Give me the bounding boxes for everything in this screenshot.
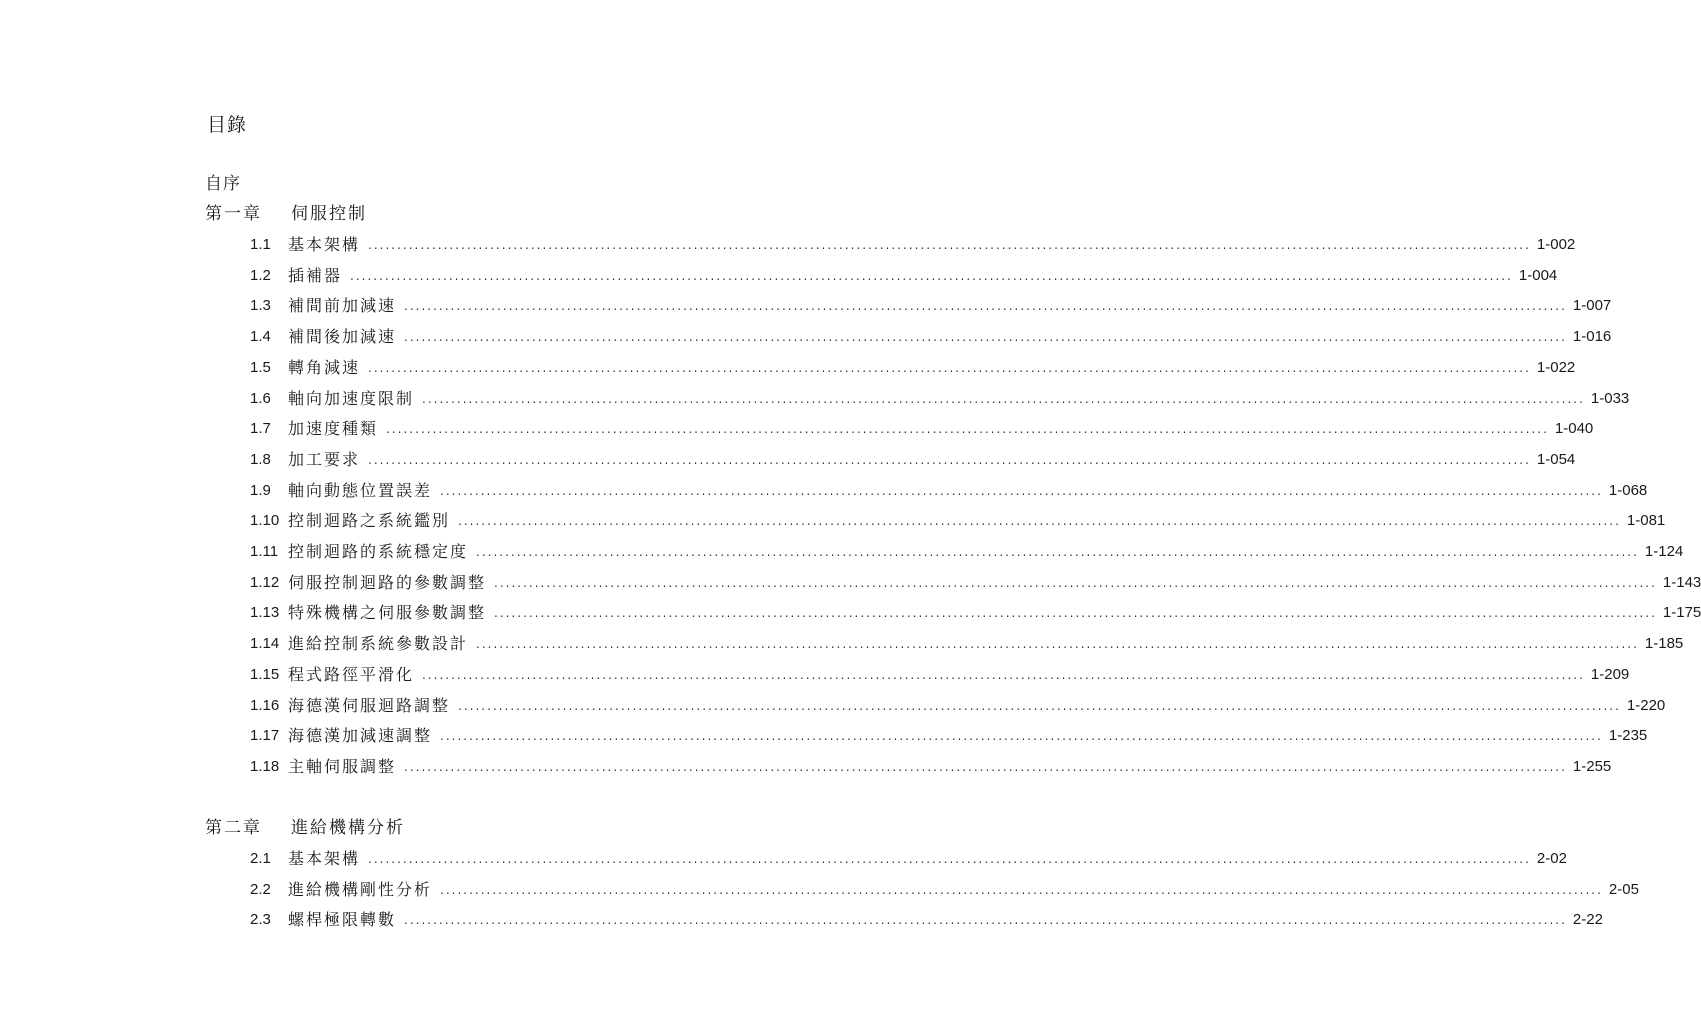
section-title: 螺桿極限轉數 <box>288 910 397 930</box>
chapter-title: 伺服控制 <box>291 204 367 224</box>
dot-leader: ........................................................................................................................................................................................................ <box>440 729 1603 744</box>
section-number: 2.1 <box>250 850 271 867</box>
dot-leader: ........................................................................................................................................................................................................ <box>494 575 1657 590</box>
page-number: 1-220 <box>1626 696 1666 714</box>
dot-leader: ........................................................................................................................................................................................................ <box>368 238 1531 252</box>
page-number: 1-002 <box>1536 236 1576 253</box>
page-number: 1-255 <box>1572 757 1612 775</box>
chapter-heading <box>205 816 405 840</box>
toc-entry[interactable] <box>250 294 1612 318</box>
page-number: 2-02 <box>1536 850 1567 867</box>
dot-leader: ........................................................................................................................................................................................................ <box>476 637 1639 652</box>
section-title: 插補器 <box>288 265 343 285</box>
dot-leader: ........................................................................................................................................................................................................ <box>386 422 1549 437</box>
page-number: 1-040 <box>1554 420 1594 438</box>
preface-heading: 自序 <box>205 174 241 194</box>
toc-entry[interactable] <box>250 878 1639 902</box>
section-title: 加速度種類 <box>288 419 379 439</box>
section-title: 控制迴路之系統鑑別 <box>288 511 451 531</box>
page-number: 1-175 <box>1662 604 1701 622</box>
section-title: 軸向動態位置誤差 <box>288 480 433 500</box>
toc-entry[interactable] <box>250 448 1576 472</box>
page-number: 1-068 <box>1608 481 1648 499</box>
page-title: 目錄 <box>207 114 248 136</box>
toc-entry[interactable] <box>250 356 1576 380</box>
page-number: 1-143 <box>1662 573 1701 591</box>
section-title: 基本架構 <box>288 849 361 868</box>
section-number: 1.3 <box>250 297 271 315</box>
dot-leader: ........................................................................................................................................................................................................ <box>440 483 1603 498</box>
section-title: 伺服控制迴路的參數調整 <box>288 572 487 592</box>
section-number: 1.6 <box>250 389 271 407</box>
section-title: 軸向加速度限制 <box>288 388 415 408</box>
toc-entry[interactable] <box>250 755 1612 779</box>
section-title: 加工要求 <box>288 449 361 469</box>
section-title: 特殊機構之伺服參數調整 <box>288 603 487 623</box>
toc-entry[interactable] <box>250 540 1684 564</box>
section-title: 海德漢加減速調整 <box>288 726 433 746</box>
section-number: 1.1 <box>250 236 271 253</box>
toc-entry[interactable] <box>250 847 1567 871</box>
section-number: 1.13 <box>250 604 280 622</box>
toc-entry[interactable] <box>250 509 1666 533</box>
page-number: 1-054 <box>1536 450 1576 468</box>
page-number: 1-004 <box>1518 266 1558 284</box>
chapter-label: 第一章 <box>205 204 262 224</box>
page-number: 1-022 <box>1536 358 1576 376</box>
page-number: 1-185 <box>1644 635 1684 653</box>
section-title: 程式路徑平滑化 <box>288 664 415 684</box>
toc-entry[interactable] <box>250 387 1630 411</box>
section-number: 1.18 <box>250 757 280 775</box>
dot-leader: ........................................................................................................................................................................................................ <box>368 852 1531 866</box>
toc-entry[interactable] <box>250 601 1701 625</box>
dot-leader: ........................................................................................................................................................................................................ <box>476 545 1639 559</box>
page-number: 1-016 <box>1572 328 1612 346</box>
section-number: 1.5 <box>250 358 271 376</box>
section-number: 2.2 <box>250 880 271 898</box>
toc-entry[interactable] <box>250 694 1666 718</box>
toc-entry[interactable] <box>250 908 1603 932</box>
toc-entry[interactable] <box>250 233 1576 257</box>
toc-entry[interactable] <box>250 479 1648 503</box>
toc-entry[interactable] <box>250 325 1612 349</box>
chapter-heading <box>205 202 367 226</box>
section-number: 1.4 <box>250 328 271 346</box>
section-number: 1.11 <box>250 543 279 560</box>
dot-leader: ........................................................................................................................................................................................................ <box>458 698 1621 713</box>
dot-leader: ........................................................................................................................................................................................................ <box>422 667 1585 682</box>
section-title: 基本架構 <box>288 235 361 254</box>
section-number: 1.9 <box>250 481 271 499</box>
dot-leader: ........................................................................................................................................................................................................ <box>494 606 1657 621</box>
section-title: 補間前加減速 <box>288 296 397 316</box>
dot-leader: ........................................................................................................................................................................................................ <box>350 268 1513 283</box>
dot-leader: ........................................................................................................................................................................................................ <box>404 913 1567 928</box>
dot-leader: ........................................................................................................................................................................................................ <box>404 299 1567 314</box>
section-title: 主軸伺服調整 <box>288 756 397 776</box>
toc-entry[interactable] <box>250 571 1701 595</box>
section-number: 1.8 <box>250 450 271 468</box>
dot-leader: ........................................................................................................................................................................................................ <box>422 391 1585 406</box>
dot-leader: ........................................................................................................................................................................................................ <box>368 452 1531 467</box>
page-number: 1-081 <box>1626 512 1666 530</box>
toc-entry[interactable] <box>250 724 1648 748</box>
chapter-title: 進給機構分析 <box>291 818 405 838</box>
dot-leader: ........................................................................................................................................................................................................ <box>404 330 1567 345</box>
section-title: 控制迴路的系統穩定度 <box>288 542 469 561</box>
section-title: 進給控制系統參數設計 <box>288 634 469 654</box>
section-number: 1.16 <box>250 696 280 714</box>
section-number: 1.10 <box>250 512 280 530</box>
section-number: 1.12 <box>250 573 280 591</box>
page-number: 1-124 <box>1644 543 1684 560</box>
section-number: 1.7 <box>250 420 271 438</box>
toc-entry[interactable] <box>250 632 1684 656</box>
page-number: 1-235 <box>1608 727 1648 745</box>
section-title: 進給機構剛性分析 <box>288 879 433 899</box>
section-title: 補間後加減速 <box>288 327 397 347</box>
dot-leader: ........................................................................................................................................................................................................ <box>458 514 1621 529</box>
page-number: 1-033 <box>1590 389 1630 407</box>
section-number: 2.3 <box>250 911 271 929</box>
dot-leader: ........................................................................................................................................................................................................ <box>368 360 1531 375</box>
section-number: 1.14 <box>250 635 280 653</box>
section-number: 1.2 <box>250 266 271 284</box>
page-number: 1-007 <box>1572 297 1612 315</box>
toc-entry[interactable] <box>250 663 1630 687</box>
page-number: 1-209 <box>1590 665 1630 683</box>
chapter-label: 第二章 <box>205 818 262 838</box>
page-number: 2-22 <box>1572 911 1603 929</box>
toc-entry[interactable] <box>250 264 1558 288</box>
toc-entry[interactable] <box>250 417 1594 441</box>
dot-leader: ........................................................................................................................................................................................................ <box>440 882 1603 897</box>
section-number: 1.15 <box>250 665 280 683</box>
dot-leader: ........................................................................................................................................................................................................ <box>404 759 1567 774</box>
section-title: 轉角減速 <box>288 357 361 377</box>
page-number: 2-05 <box>1608 880 1639 898</box>
section-number: 1.17 <box>250 727 280 745</box>
section-title: 海德漢伺服迴路調整 <box>288 695 451 715</box>
